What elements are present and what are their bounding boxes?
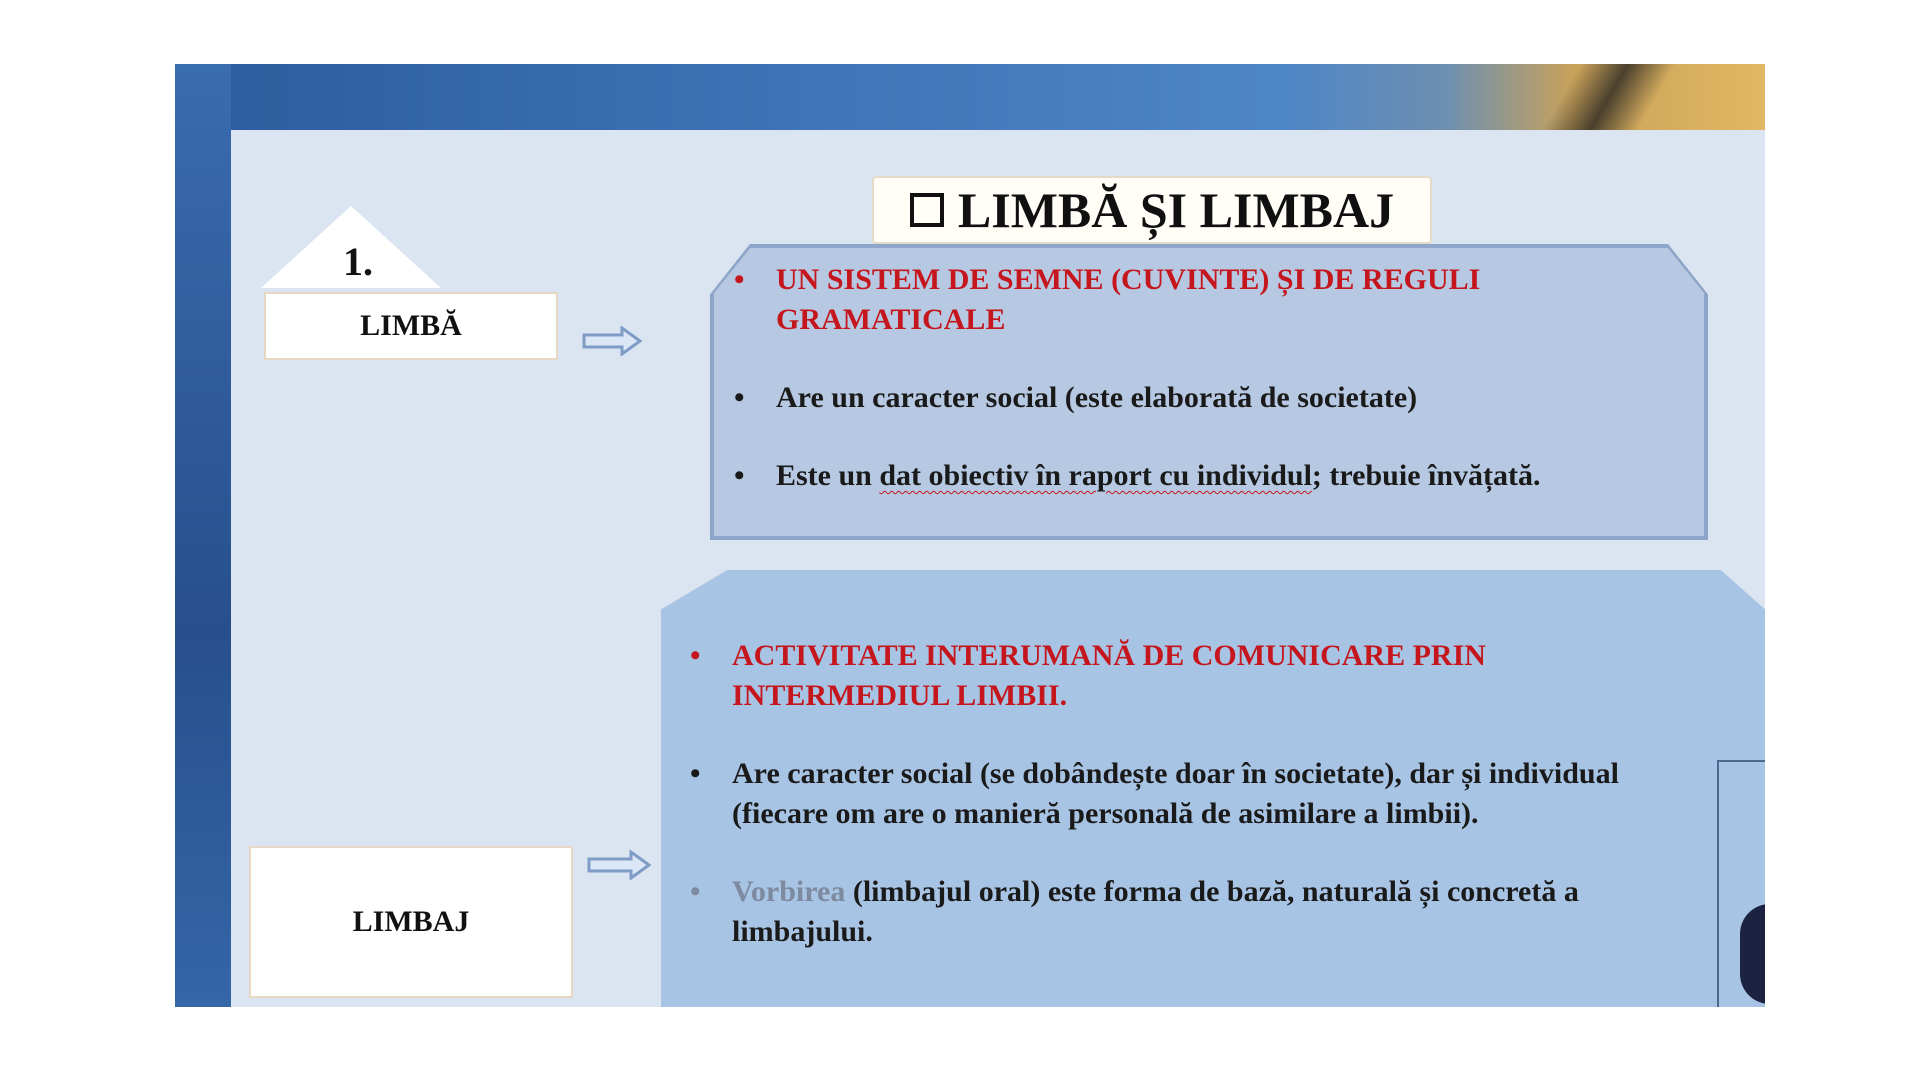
underlined-phrase: dat obiectiv în raport cu individul — [879, 459, 1312, 492]
right-arrow-icon — [582, 326, 644, 356]
checkbox-square-icon — [910, 193, 944, 227]
list-item: • Este un dat obiectiv în raport cu individul; trebuie învățată. — [734, 459, 1541, 492]
video-overlay-shape — [1740, 904, 1765, 1004]
limba-label-box — [264, 292, 558, 360]
right-arrow-icon — [587, 850, 653, 880]
limbaj-points — [690, 636, 1700, 952]
section-number: 1. — [343, 239, 373, 284]
slide-title — [872, 176, 1432, 244]
list-item: • Vorbirea (limbajul oral) este forma de bază, naturală și concretă a limbajului. — [690, 875, 1579, 948]
slide-title-text: LIMBĂ ȘI LIMBAJ — [957, 182, 1395, 238]
limbaj-label: LIMBAJ — [352, 905, 470, 938]
content-panel — [231, 130, 1765, 1007]
limba-label: LIMBĂ — [360, 309, 462, 342]
list-item: • Are un caracter social (este elaborată de societate) — [734, 381, 1418, 414]
list-item: • Are caracter social (se dobândește doar în societate), dar și individual (fiecare om are o manieră personală de asimilare a limbii). — [690, 757, 1619, 830]
slide-left-border — [175, 64, 231, 1007]
banner-decoration — [1485, 64, 1765, 130]
list-item: • ACTIVITATE INTERUMANĂ DE COMUNICARE PRIN INTERMEDIUL LIMBII. — [690, 639, 1486, 712]
slide — [175, 64, 1765, 1007]
limba-points — [734, 260, 1654, 496]
list-item: • UN SISTEM DE SEMNE (CUVINTE) ȘI DE REGULI GRAMATICALE — [734, 263, 1481, 336]
limbaj-label-box — [249, 846, 573, 998]
faded-word: Vorbirea — [732, 875, 846, 908]
